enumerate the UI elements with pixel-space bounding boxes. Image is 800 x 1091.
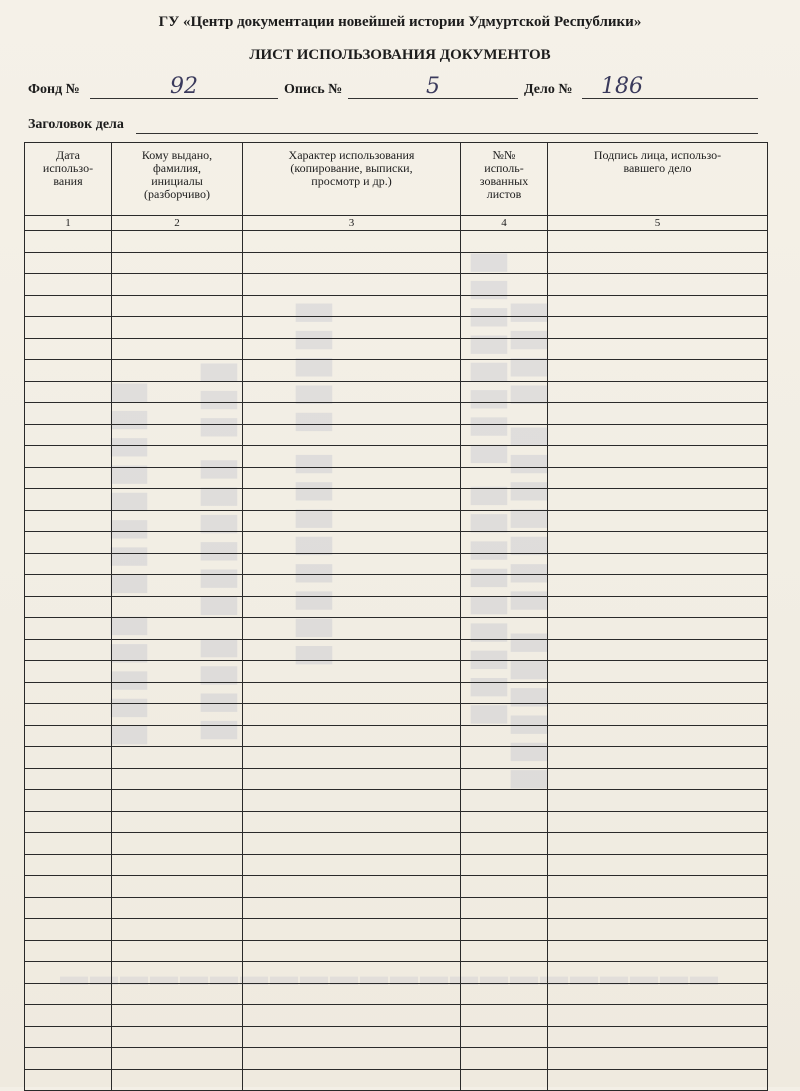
table-cell[interactable]: [548, 467, 768, 489]
table-cell[interactable]: [112, 833, 243, 855]
table-cell[interactable]: [461, 596, 548, 618]
table-cell[interactable]: [548, 575, 768, 597]
show-through-stamp: ▮▮▮▮▮▮▮▮ ▮▮▮▮▮▮▮▮▮: [467, 250, 519, 730]
table-cell[interactable]: [243, 1069, 461, 1091]
table-cell[interactable]: [25, 1048, 112, 1070]
table-cell[interactable]: [25, 553, 112, 575]
table-cell[interactable]: [112, 854, 243, 876]
table-cell[interactable]: [112, 940, 243, 962]
table-cell[interactable]: [112, 510, 243, 532]
table-cell[interactable]: [112, 618, 243, 640]
column-number: 4: [461, 216, 548, 231]
table-cell[interactable]: [243, 381, 461, 403]
table-cell[interactable]: [25, 661, 112, 683]
table-cell[interactable]: [25, 811, 112, 833]
table-cell[interactable]: [112, 596, 243, 618]
table-row: [25, 811, 768, 833]
fond-label: Фонд №: [28, 82, 80, 97]
case-title-row: [28, 113, 768, 135]
table-cell[interactable]: [243, 360, 461, 382]
table-cell[interactable]: [112, 532, 243, 554]
table-cell[interactable]: [461, 553, 548, 575]
table-cell[interactable]: [461, 231, 548, 253]
table-cell[interactable]: [461, 424, 548, 446]
table-cell[interactable]: [25, 510, 112, 532]
table-cell[interactable]: [461, 381, 548, 403]
table-row: [25, 252, 768, 274]
table-cell[interactable]: [243, 919, 461, 941]
table-cell[interactable]: [25, 231, 112, 253]
table-cell[interactable]: [548, 983, 768, 1005]
table-cell[interactable]: [243, 661, 461, 683]
table-cell[interactable]: [243, 704, 461, 726]
table-cell[interactable]: [112, 919, 243, 941]
table-cell[interactable]: [461, 704, 548, 726]
table-cell[interactable]: [461, 1005, 548, 1027]
table-cell[interactable]: [25, 747, 112, 769]
table-cell[interactable]: [243, 295, 461, 317]
table-cell[interactable]: [25, 360, 112, 382]
table-cell[interactable]: [548, 897, 768, 919]
header-usage-type: [243, 143, 461, 216]
table-cell[interactable]: [112, 575, 243, 597]
table-cell[interactable]: [243, 489, 461, 511]
table-row: [25, 424, 768, 446]
table-cell[interactable]: [243, 446, 461, 468]
table-row: [25, 532, 768, 554]
table-cell[interactable]: [25, 833, 112, 855]
table-cell[interactable]: [461, 1026, 548, 1048]
table-cell[interactable]: [243, 424, 461, 446]
table-cell[interactable]: [112, 295, 243, 317]
table-cell[interactable]: [112, 768, 243, 790]
table-row: [25, 596, 768, 618]
table-row: [25, 704, 768, 726]
table-cell[interactable]: [243, 553, 461, 575]
header-signature: [548, 143, 768, 216]
table-cell[interactable]: [25, 596, 112, 618]
table-cell[interactable]: [461, 747, 548, 769]
table-cell[interactable]: [243, 833, 461, 855]
table-row: [25, 747, 768, 769]
table-cell[interactable]: [112, 790, 243, 812]
table-cell[interactable]: [548, 876, 768, 898]
table-cell[interactable]: [112, 704, 243, 726]
table-cell[interactable]: [243, 467, 461, 489]
fond-value[interactable]: 92: [170, 74, 198, 99]
table-cell[interactable]: [25, 962, 112, 984]
header-text-line: фамилия,: [152, 161, 202, 175]
delo-value[interactable]: 186: [601, 74, 643, 99]
table-cell[interactable]: [25, 489, 112, 511]
table-cell[interactable]: [112, 489, 243, 511]
table-cell[interactable]: [548, 1048, 768, 1070]
table-cell[interactable]: [112, 446, 243, 468]
table-cell[interactable]: [112, 682, 243, 704]
table-cell[interactable]: [548, 510, 768, 532]
table-cell[interactable]: [548, 1005, 768, 1027]
table-cell[interactable]: [243, 338, 461, 360]
table-cell[interactable]: [243, 725, 461, 747]
table-cell[interactable]: [548, 962, 768, 984]
table-cell[interactable]: [243, 510, 461, 532]
table-cell[interactable]: [25, 1005, 112, 1027]
table-cell[interactable]: [461, 682, 548, 704]
table-cell[interactable]: [461, 962, 548, 984]
table-row: [25, 876, 768, 898]
table-cell[interactable]: [548, 682, 768, 704]
table-row: [25, 510, 768, 532]
table-cell[interactable]: [243, 231, 461, 253]
table-cell[interactable]: [243, 983, 461, 1005]
table-row: [25, 639, 768, 661]
table-cell[interactable]: [112, 1005, 243, 1027]
opis-value[interactable]: 5: [426, 74, 440, 99]
table-cell[interactable]: [25, 317, 112, 339]
column-number: 1: [25, 216, 112, 231]
table-cell[interactable]: [461, 1069, 548, 1091]
table-row: [25, 940, 768, 962]
table-row: [25, 725, 768, 747]
table-cell[interactable]: [461, 876, 548, 898]
table-cell[interactable]: [25, 897, 112, 919]
table-cell[interactable]: [112, 231, 243, 253]
table-row: [25, 1026, 768, 1048]
table-cell[interactable]: [243, 639, 461, 661]
table-cell[interactable]: [548, 1069, 768, 1091]
table-cell[interactable]: [243, 575, 461, 597]
table-cell[interactable]: [243, 897, 461, 919]
table-cell[interactable]: [243, 1048, 461, 1070]
table-cell[interactable]: [548, 919, 768, 941]
table-cell[interactable]: [112, 725, 243, 747]
table-cell[interactable]: [243, 682, 461, 704]
header-text-line: Подпись лица, использо-: [593, 148, 722, 162]
table-cell[interactable]: [25, 983, 112, 1005]
table-cell[interactable]: [25, 876, 112, 898]
organization-name: ГУ «Центр документации новейшей истории Удмуртской Республики»: [158, 14, 642, 30]
table-cell[interactable]: [461, 639, 548, 661]
table-cell[interactable]: [25, 704, 112, 726]
table-cell[interactable]: [112, 424, 243, 446]
table-cell[interactable]: [461, 919, 548, 941]
table-cell[interactable]: [548, 1026, 768, 1048]
table-cell[interactable]: [112, 381, 243, 403]
table-cell[interactable]: [461, 317, 548, 339]
table-cell[interactable]: [243, 403, 461, 425]
table-cell[interactable]: [243, 252, 461, 274]
table-cell[interactable]: [25, 403, 112, 425]
header-text-line: просмотр и др.): [311, 174, 392, 188]
table-cell[interactable]: [461, 252, 548, 274]
column-number: 2: [112, 216, 243, 231]
table-cell[interactable]: [548, 274, 768, 296]
table-cell[interactable]: [25, 532, 112, 554]
table-cell[interactable]: [25, 854, 112, 876]
table-cell[interactable]: [112, 747, 243, 769]
table-cell[interactable]: [461, 532, 548, 554]
table-cell[interactable]: [243, 811, 461, 833]
table-cell[interactable]: [25, 274, 112, 296]
table-cell[interactable]: [461, 897, 548, 919]
table-cell[interactable]: [548, 661, 768, 683]
case-title-label: Заголовок дела: [28, 117, 124, 132]
table-body: [25, 231, 768, 1091]
column-number-row: [25, 216, 768, 231]
header-text-line: Кому выдано,: [141, 148, 213, 162]
table-cell[interactable]: [25, 446, 112, 468]
header-date: [25, 143, 112, 216]
table-cell[interactable]: [112, 403, 243, 425]
table-cell[interactable]: [461, 446, 548, 468]
delo-label: Дело №: [524, 82, 573, 97]
table-cell[interactable]: [243, 768, 461, 790]
table-cell[interactable]: [461, 983, 548, 1005]
table-cell[interactable]: [548, 704, 768, 726]
table-cell[interactable]: [112, 983, 243, 1005]
table-row: [25, 1069, 768, 1091]
table-row: [25, 231, 768, 253]
table-cell[interactable]: [25, 768, 112, 790]
table-cell[interactable]: [25, 919, 112, 941]
table-cell[interactable]: [548, 553, 768, 575]
table-cell[interactable]: [548, 360, 768, 382]
column-number: 5: [548, 216, 768, 231]
table-cell[interactable]: [461, 1048, 548, 1070]
table-cell[interactable]: [548, 639, 768, 661]
table-cell[interactable]: [243, 876, 461, 898]
table-cell[interactable]: [461, 854, 548, 876]
table-cell[interactable]: [548, 790, 768, 812]
table-cell[interactable]: [25, 575, 112, 597]
table-cell[interactable]: [243, 962, 461, 984]
table-cell[interactable]: [243, 532, 461, 554]
table-cell[interactable]: [112, 1026, 243, 1048]
table-cell[interactable]: [25, 940, 112, 962]
table-cell[interactable]: [25, 618, 112, 640]
archive-reference-row: [28, 74, 768, 102]
table-cell[interactable]: [461, 833, 548, 855]
table-row: [25, 790, 768, 812]
table-cell[interactable]: [548, 532, 768, 554]
table-cell[interactable]: [548, 854, 768, 876]
table-cell[interactable]: [548, 424, 768, 446]
table-cell[interactable]: [548, 446, 768, 468]
table-cell[interactable]: [112, 317, 243, 339]
table-cell[interactable]: [461, 338, 548, 360]
table-cell[interactable]: [461, 725, 548, 747]
header-text-line: (разборчиво): [144, 187, 210, 201]
table-cell[interactable]: [548, 811, 768, 833]
table-cell[interactable]: [461, 274, 548, 296]
table-cell[interactable]: [243, 618, 461, 640]
table-cell[interactable]: [548, 833, 768, 855]
table-row: [25, 919, 768, 941]
table-row: [25, 489, 768, 511]
table-cell[interactable]: [461, 790, 548, 812]
table-cell[interactable]: [112, 639, 243, 661]
table-cell[interactable]: [112, 1069, 243, 1091]
table-cell[interactable]: [461, 940, 548, 962]
table-cell[interactable]: [461, 467, 548, 489]
table-cell[interactable]: [548, 596, 768, 618]
table-row: [25, 897, 768, 919]
table-cell[interactable]: [548, 747, 768, 769]
table-cell[interactable]: [548, 317, 768, 339]
table-row: [25, 854, 768, 876]
table-cell[interactable]: [25, 790, 112, 812]
table-cell[interactable]: [548, 489, 768, 511]
table-cell[interactable]: [25, 467, 112, 489]
usage-log-table: [24, 142, 768, 1091]
table-cell[interactable]: [548, 618, 768, 640]
table-cell[interactable]: [548, 725, 768, 747]
table-cell[interactable]: [243, 854, 461, 876]
table-cell[interactable]: [461, 768, 548, 790]
table-cell[interactable]: [112, 661, 243, 683]
table-cell[interactable]: [25, 424, 112, 446]
table-cell[interactable]: [548, 252, 768, 274]
table-cell[interactable]: [243, 790, 461, 812]
opis-label: Опись №: [284, 82, 343, 97]
header-text-line: использо-: [42, 161, 94, 175]
table-cell[interactable]: [243, 596, 461, 618]
table-cell[interactable]: [112, 467, 243, 489]
table-row: [25, 768, 768, 790]
table-cell[interactable]: [25, 725, 112, 747]
table-row: [25, 381, 768, 403]
show-through-stamp: ▮▮▮ ▮▮▮▮▮▮ ▮▮▮▮: [197, 360, 249, 745]
table-row: [25, 1005, 768, 1027]
table-row: [25, 553, 768, 575]
table-cell[interactable]: [548, 768, 768, 790]
table-cell[interactable]: [461, 295, 548, 317]
table-cell[interactable]: [25, 1069, 112, 1091]
table-row: [25, 983, 768, 1005]
header-text-line: зованных: [479, 174, 529, 188]
header-issued-to: [112, 143, 243, 216]
table-cell[interactable]: [243, 274, 461, 296]
header-sheet-numbers: [461, 143, 548, 216]
show-through-stamp: ▮▮▮▮▮ ▮▮▮▮▮▮▮▮: [292, 300, 344, 670]
table-cell[interactable]: [461, 360, 548, 382]
table-row: [25, 403, 768, 425]
table-cell[interactable]: [461, 510, 548, 532]
table-cell[interactable]: [112, 338, 243, 360]
header-text-line: вания: [53, 174, 83, 188]
header-text-line: №№: [492, 148, 516, 162]
table-cell[interactable]: [461, 575, 548, 597]
table-row: [25, 661, 768, 683]
table-cell[interactable]: [461, 489, 548, 511]
header-text-line: Дата: [56, 148, 80, 162]
table-row: [25, 446, 768, 468]
table-cell[interactable]: [461, 403, 548, 425]
table-cell[interactable]: [25, 252, 112, 274]
table-cell[interactable]: [243, 317, 461, 339]
table-cell[interactable]: [243, 1026, 461, 1048]
table-row: [25, 618, 768, 640]
column-number: 3: [243, 216, 461, 231]
table-cell[interactable]: [548, 295, 768, 317]
header-text-line: исполь-: [484, 161, 524, 175]
table-cell[interactable]: [112, 897, 243, 919]
table-row: [25, 833, 768, 855]
table-row: [25, 360, 768, 382]
table-cell[interactable]: [461, 811, 548, 833]
table-cell[interactable]: [25, 338, 112, 360]
document-title: ЛИСТ ИСПОЛЬЗОВАНИЯ ДОКУМЕНТОВ: [249, 47, 551, 63]
header-text-line: инициалы: [151, 174, 203, 188]
table-cell[interactable]: [25, 295, 112, 317]
table-cell[interactable]: [112, 811, 243, 833]
header-text-line: вавшего дело: [623, 161, 692, 175]
header-text-line: (копирование, выписки,: [290, 161, 413, 175]
table-cell[interactable]: [243, 747, 461, 769]
table-row: [25, 274, 768, 296]
table-row: [25, 575, 768, 597]
table-row: [25, 317, 768, 339]
header-text-line: Характер использования: [288, 148, 415, 162]
table-row: [25, 962, 768, 984]
table-cell[interactable]: [461, 661, 548, 683]
table-cell[interactable]: [112, 274, 243, 296]
table-cell[interactable]: [548, 403, 768, 425]
table-cell[interactable]: [461, 618, 548, 640]
table-cell[interactable]: [25, 682, 112, 704]
table-row: [25, 682, 768, 704]
case-title-underline[interactable]: [136, 133, 758, 134]
table-cell[interactable]: [243, 940, 461, 962]
header-text-line: листов: [486, 187, 522, 201]
table-cell[interactable]: [112, 252, 243, 274]
table-cell[interactable]: [112, 962, 243, 984]
table-row: [25, 1048, 768, 1070]
table-cell[interactable]: [112, 360, 243, 382]
table-row: [25, 338, 768, 360]
table-header-row: [25, 143, 768, 216]
table-cell[interactable]: [25, 1026, 112, 1048]
show-through-stamp: ▮▮▮▮ ▮▮▮▮▮▮▮ ▮▮▮▮▮▮: [507, 300, 559, 794]
table-cell[interactable]: [112, 876, 243, 898]
table-row: [25, 467, 768, 489]
table-cell[interactable]: [25, 639, 112, 661]
table-cell[interactable]: [548, 231, 768, 253]
table-cell[interactable]: [112, 1048, 243, 1070]
show-through-stamp: ▬▬▬▬▬▬▬▬▬▬▬▬▬▬▬▬▬▬▬▬▬▬: [60, 960, 720, 991]
table-cell[interactable]: [112, 553, 243, 575]
table-cell[interactable]: [548, 338, 768, 360]
table-cell[interactable]: [243, 1005, 461, 1027]
table-cell[interactable]: [548, 381, 768, 403]
table-cell[interactable]: [548, 940, 768, 962]
table-row: [25, 295, 768, 317]
show-through-stamp: ▮▮▮▮▮▮▮▮ ▮▮▮▮▮: [107, 380, 159, 750]
table-cell[interactable]: [25, 381, 112, 403]
